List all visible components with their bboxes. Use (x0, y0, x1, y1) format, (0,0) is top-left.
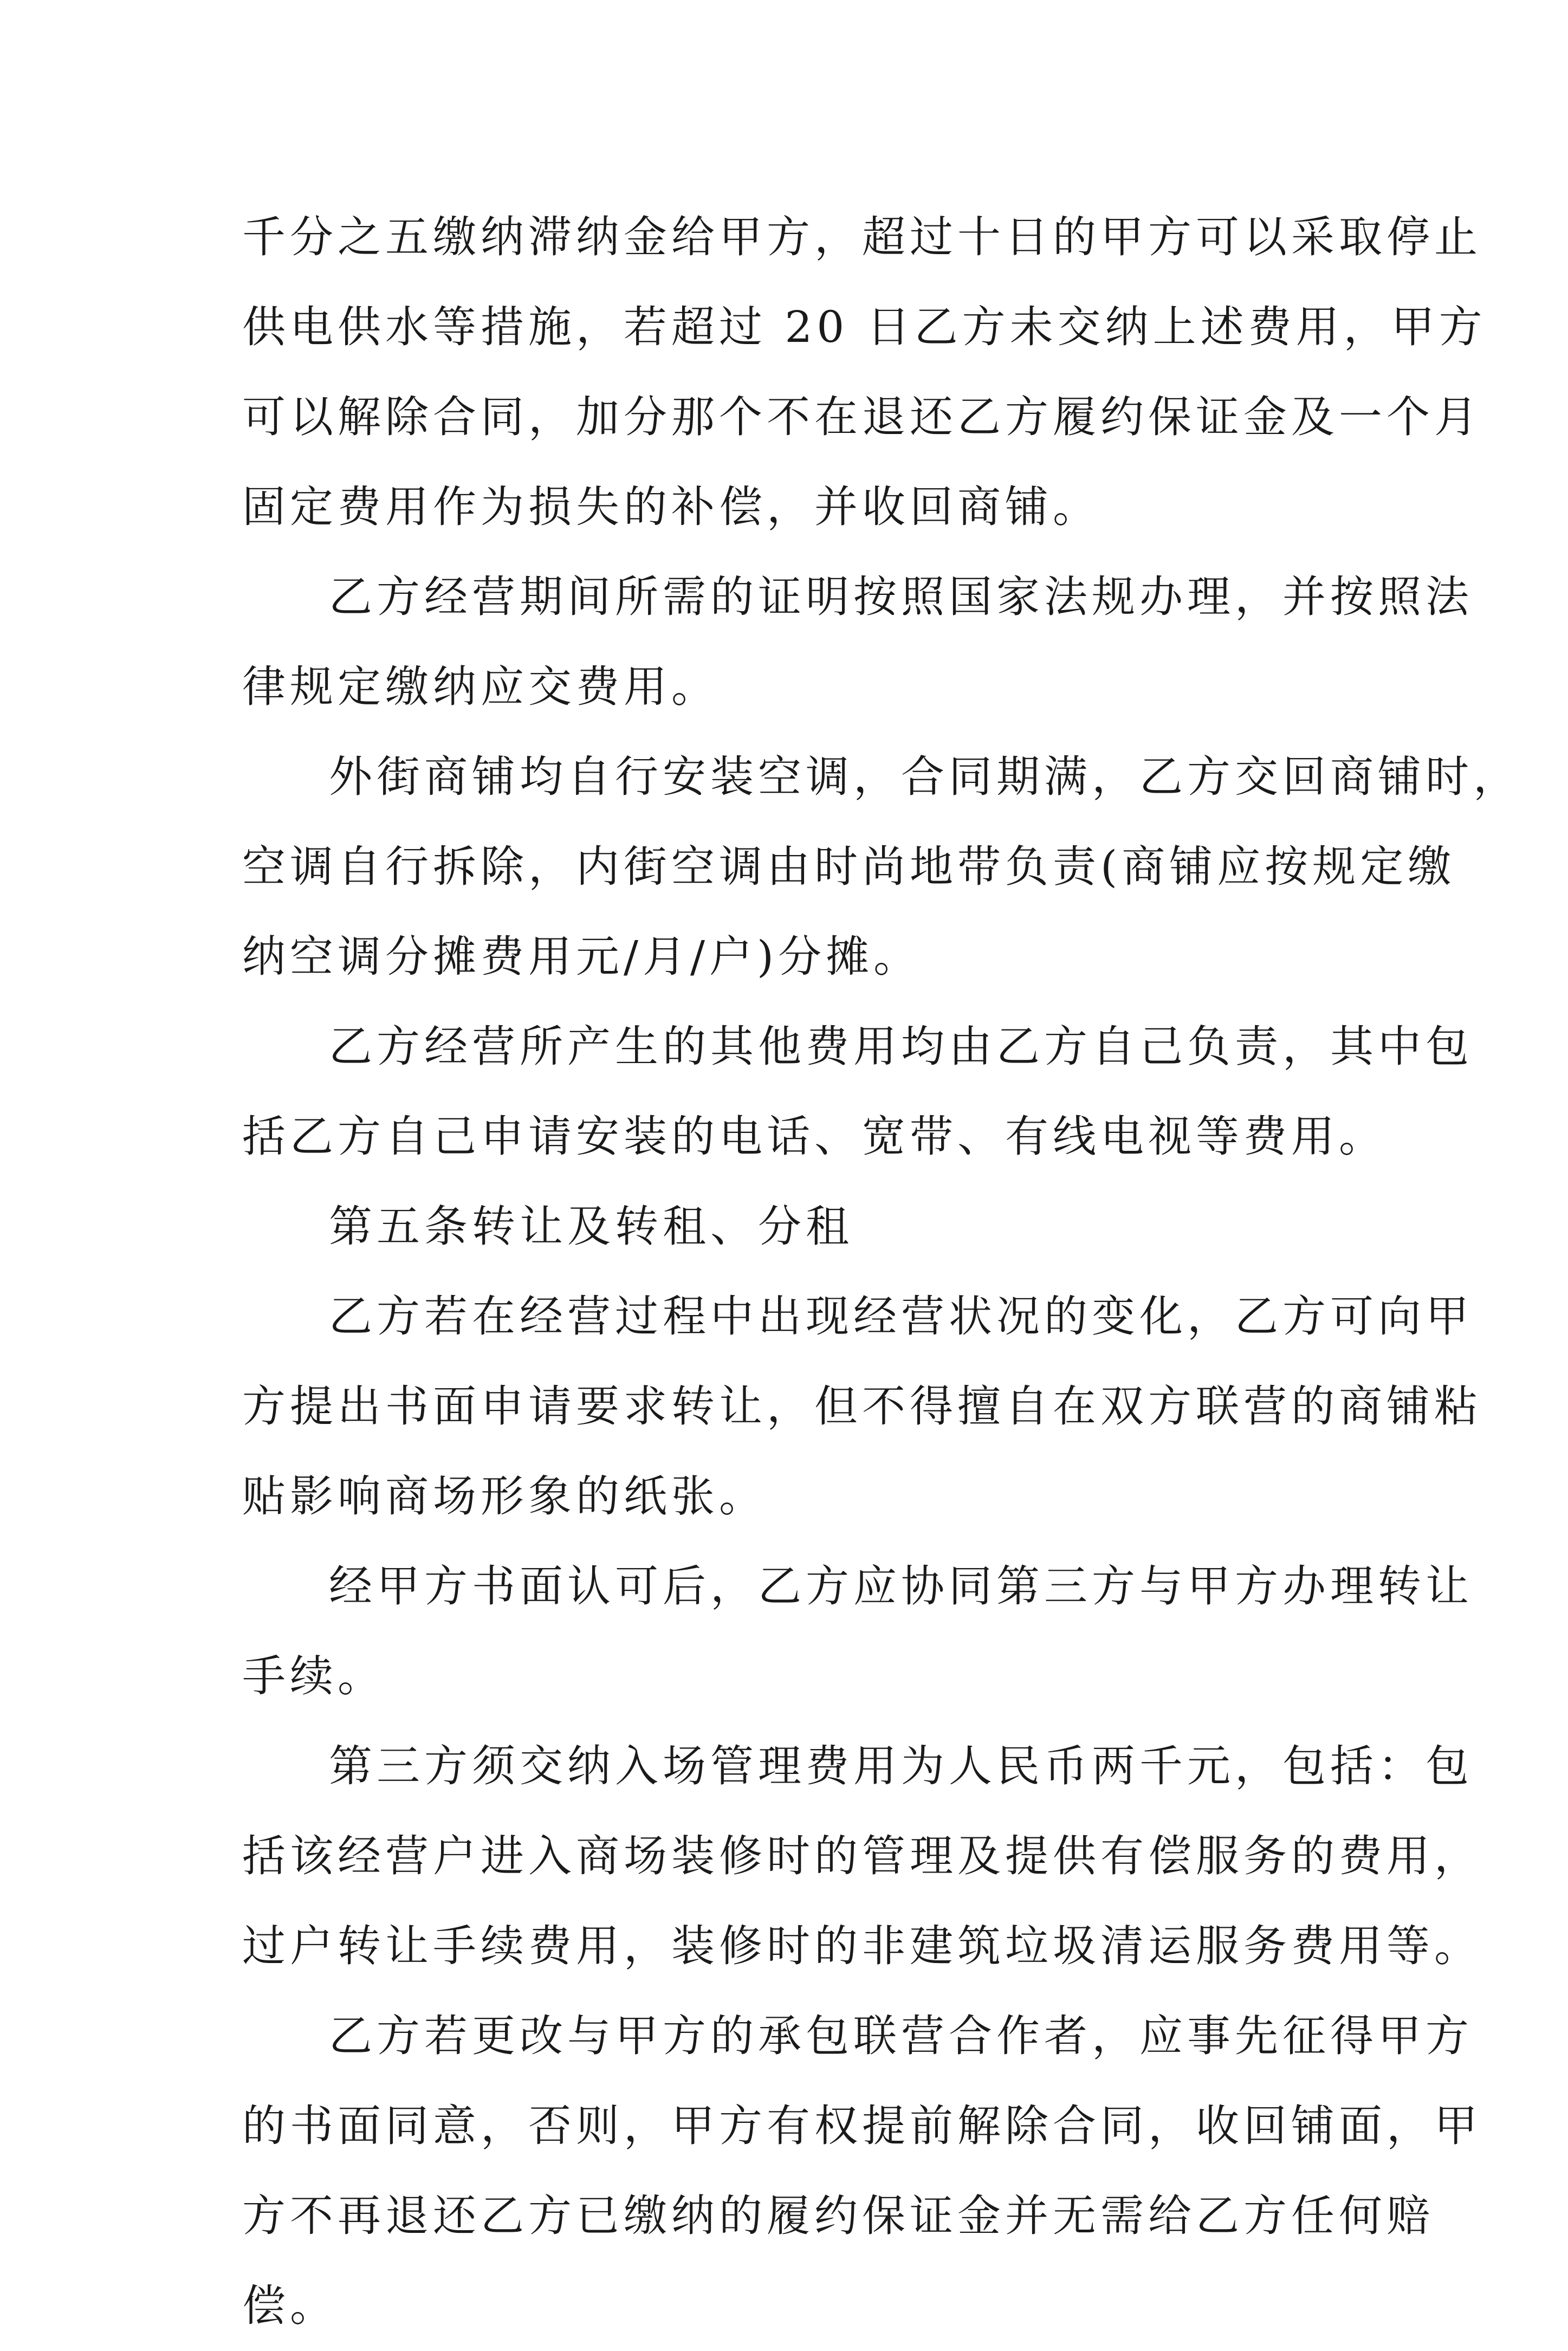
contract-body-text (242, 192, 1521, 2351)
text-line: 括乙方自己申请安装的电话、宽带、有线电视等费用。 (242, 1111, 1386, 1162)
text-line: 方提出书面申请要求转让，但不得擅自在双方联营的商铺粘 (242, 1381, 1482, 1432)
text-line: 乙方经营期间所需的证明按照国家法规办理，并按照法 (329, 572, 1473, 622)
text-line: 固定费用作为损失的补偿，并收回商铺。 (242, 482, 1100, 532)
text-line: 空调自行拆除，内街空调由时尚地带负责(商铺应按规定缴 (242, 841, 1456, 892)
text-line: 乙方若更改与甲方的承包联营合作者，应事先征得甲方 (329, 2011, 1473, 2061)
text-line: 过户转让手续费用，装修时的非建筑垃圾清运服务费用等。 (242, 1921, 1482, 1971)
text-line: 的书面同意，否则，甲方有权提前解除合同，收回铺面，甲 (242, 2101, 1482, 2151)
text-line: 第三方须交纳入场管理费用为人民币两千元，包括：包 (329, 1741, 1473, 1791)
text-line: 外街商铺均自行安装空调，合同期满，乙方交回商铺时， (329, 752, 1521, 802)
text-line: 括该经营户进入商场装修时的管理及提供有偿服务的费用， (242, 1831, 1482, 1881)
section-heading: 第五条转让及转租、分租 (329, 1201, 853, 1252)
text-line: 乙方若在经营过程中出现经营状况的变化，乙方可向甲 (329, 1291, 1473, 1342)
text-line: 纳空调分摊费用元/月/户)分摊。 (242, 931, 922, 982)
text-line: 经甲方书面认可后，乙方应协同第三方与甲方办理转让 (329, 1561, 1473, 1611)
text-line: 千分之五缴纳滞纳金给甲方，超过十日的甲方可以采取停止 (242, 212, 1482, 262)
text-line: 手续。 (242, 1651, 385, 1701)
text-line: 方不再退还乙方已缴纳的履约保证金并无需给乙方任何赔 (242, 2191, 1434, 2241)
text-line: 律规定缴纳应交费用。 (242, 662, 719, 712)
text-line: 供电供水等措施，若超过 20 日乙方未交纳上述费用，甲方 (242, 302, 1487, 352)
text-line: 乙方经营所产生的其他费用均由乙方自己负责，其中包 (329, 1021, 1473, 1072)
text-line: 贴影响商场形象的纸张。 (242, 1471, 767, 1521)
text-line: 可以解除合同，加分那个不在退还乙方履约保证金及一个月 (242, 392, 1482, 442)
text-line: 偿。 (242, 2281, 338, 2331)
